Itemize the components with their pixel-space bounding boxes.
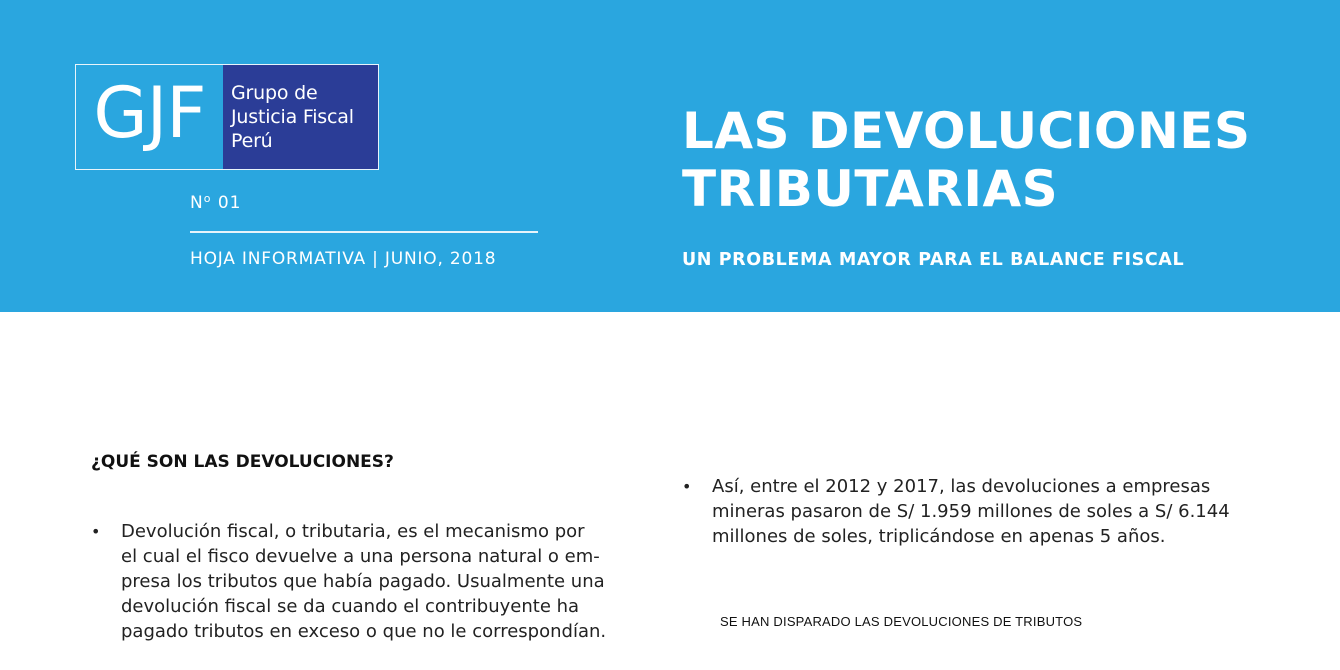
gjf-logo <box>75 64 379 170</box>
header-divider <box>190 231 538 233</box>
issue-superscript: o <box>203 192 212 205</box>
bulletin-date-line: HOJA INFORMATIVA | JUNIO, 2018 <box>190 249 497 269</box>
issue-number <box>190 192 242 213</box>
logo-name-line-1: Grupo de <box>231 82 318 104</box>
title-line-2: TRIBUTARIAS <box>682 160 1059 218</box>
bullet-point-icon: • <box>91 522 101 541</box>
bullet-line: presa los tributos que había pagado. Usualmente una <box>121 571 605 592</box>
bullet-line: pagado tributos en exceso o que no le correspondían. <box>121 621 607 642</box>
right-column <box>682 474 1262 549</box>
bullet-line: millones de soles, triplicándose en apenas 5 años. <box>712 526 1166 547</box>
issue-prefix: N <box>190 193 204 213</box>
header-banner <box>0 0 1340 312</box>
logo-name-line-3: Perú <box>231 130 273 152</box>
bullet-line: el cual el fisco devuelve a una persona natural o em- <box>121 546 600 567</box>
logo-name-line-2: Justicia Fiscal <box>231 106 354 128</box>
bullet-line: Así, entre el 2012 y 2017, las devoluciones a empresas <box>712 476 1211 497</box>
definition-bullet <box>91 519 651 644</box>
bullet-line: devolución fiscal se da cuando el contribuyente ha <box>121 596 580 617</box>
logo-mark: GJF <box>93 72 206 154</box>
issue-value: 01 <box>211 193 242 213</box>
left-column <box>91 519 651 644</box>
logo-org-name <box>223 65 378 169</box>
title-line-1: LAS DEVOLUCIONES <box>682 102 1251 160</box>
page-title <box>682 102 1250 218</box>
chart-caption: SE HAN DISPARADO LAS DEVOLUCIONES DE TRIBUTOS <box>720 614 1083 629</box>
bullet-text <box>712 474 1230 549</box>
section-heading: ¿QUÉ SON LAS DEVOLUCIONES? <box>91 452 394 472</box>
bullet-point-icon: • <box>682 477 692 496</box>
bullet-line: mineras pasaron de S/ 1.959 millones de soles a S/ 6.144 <box>712 501 1230 522</box>
mining-refunds-bullet <box>682 474 1262 549</box>
bullet-text <box>121 519 606 644</box>
page-subtitle: UN PROBLEMA MAYOR PARA EL BALANCE FISCAL <box>682 250 1185 270</box>
bullet-line: Devolución fiscal, o tributaria, es el mecanismo por <box>121 521 585 542</box>
